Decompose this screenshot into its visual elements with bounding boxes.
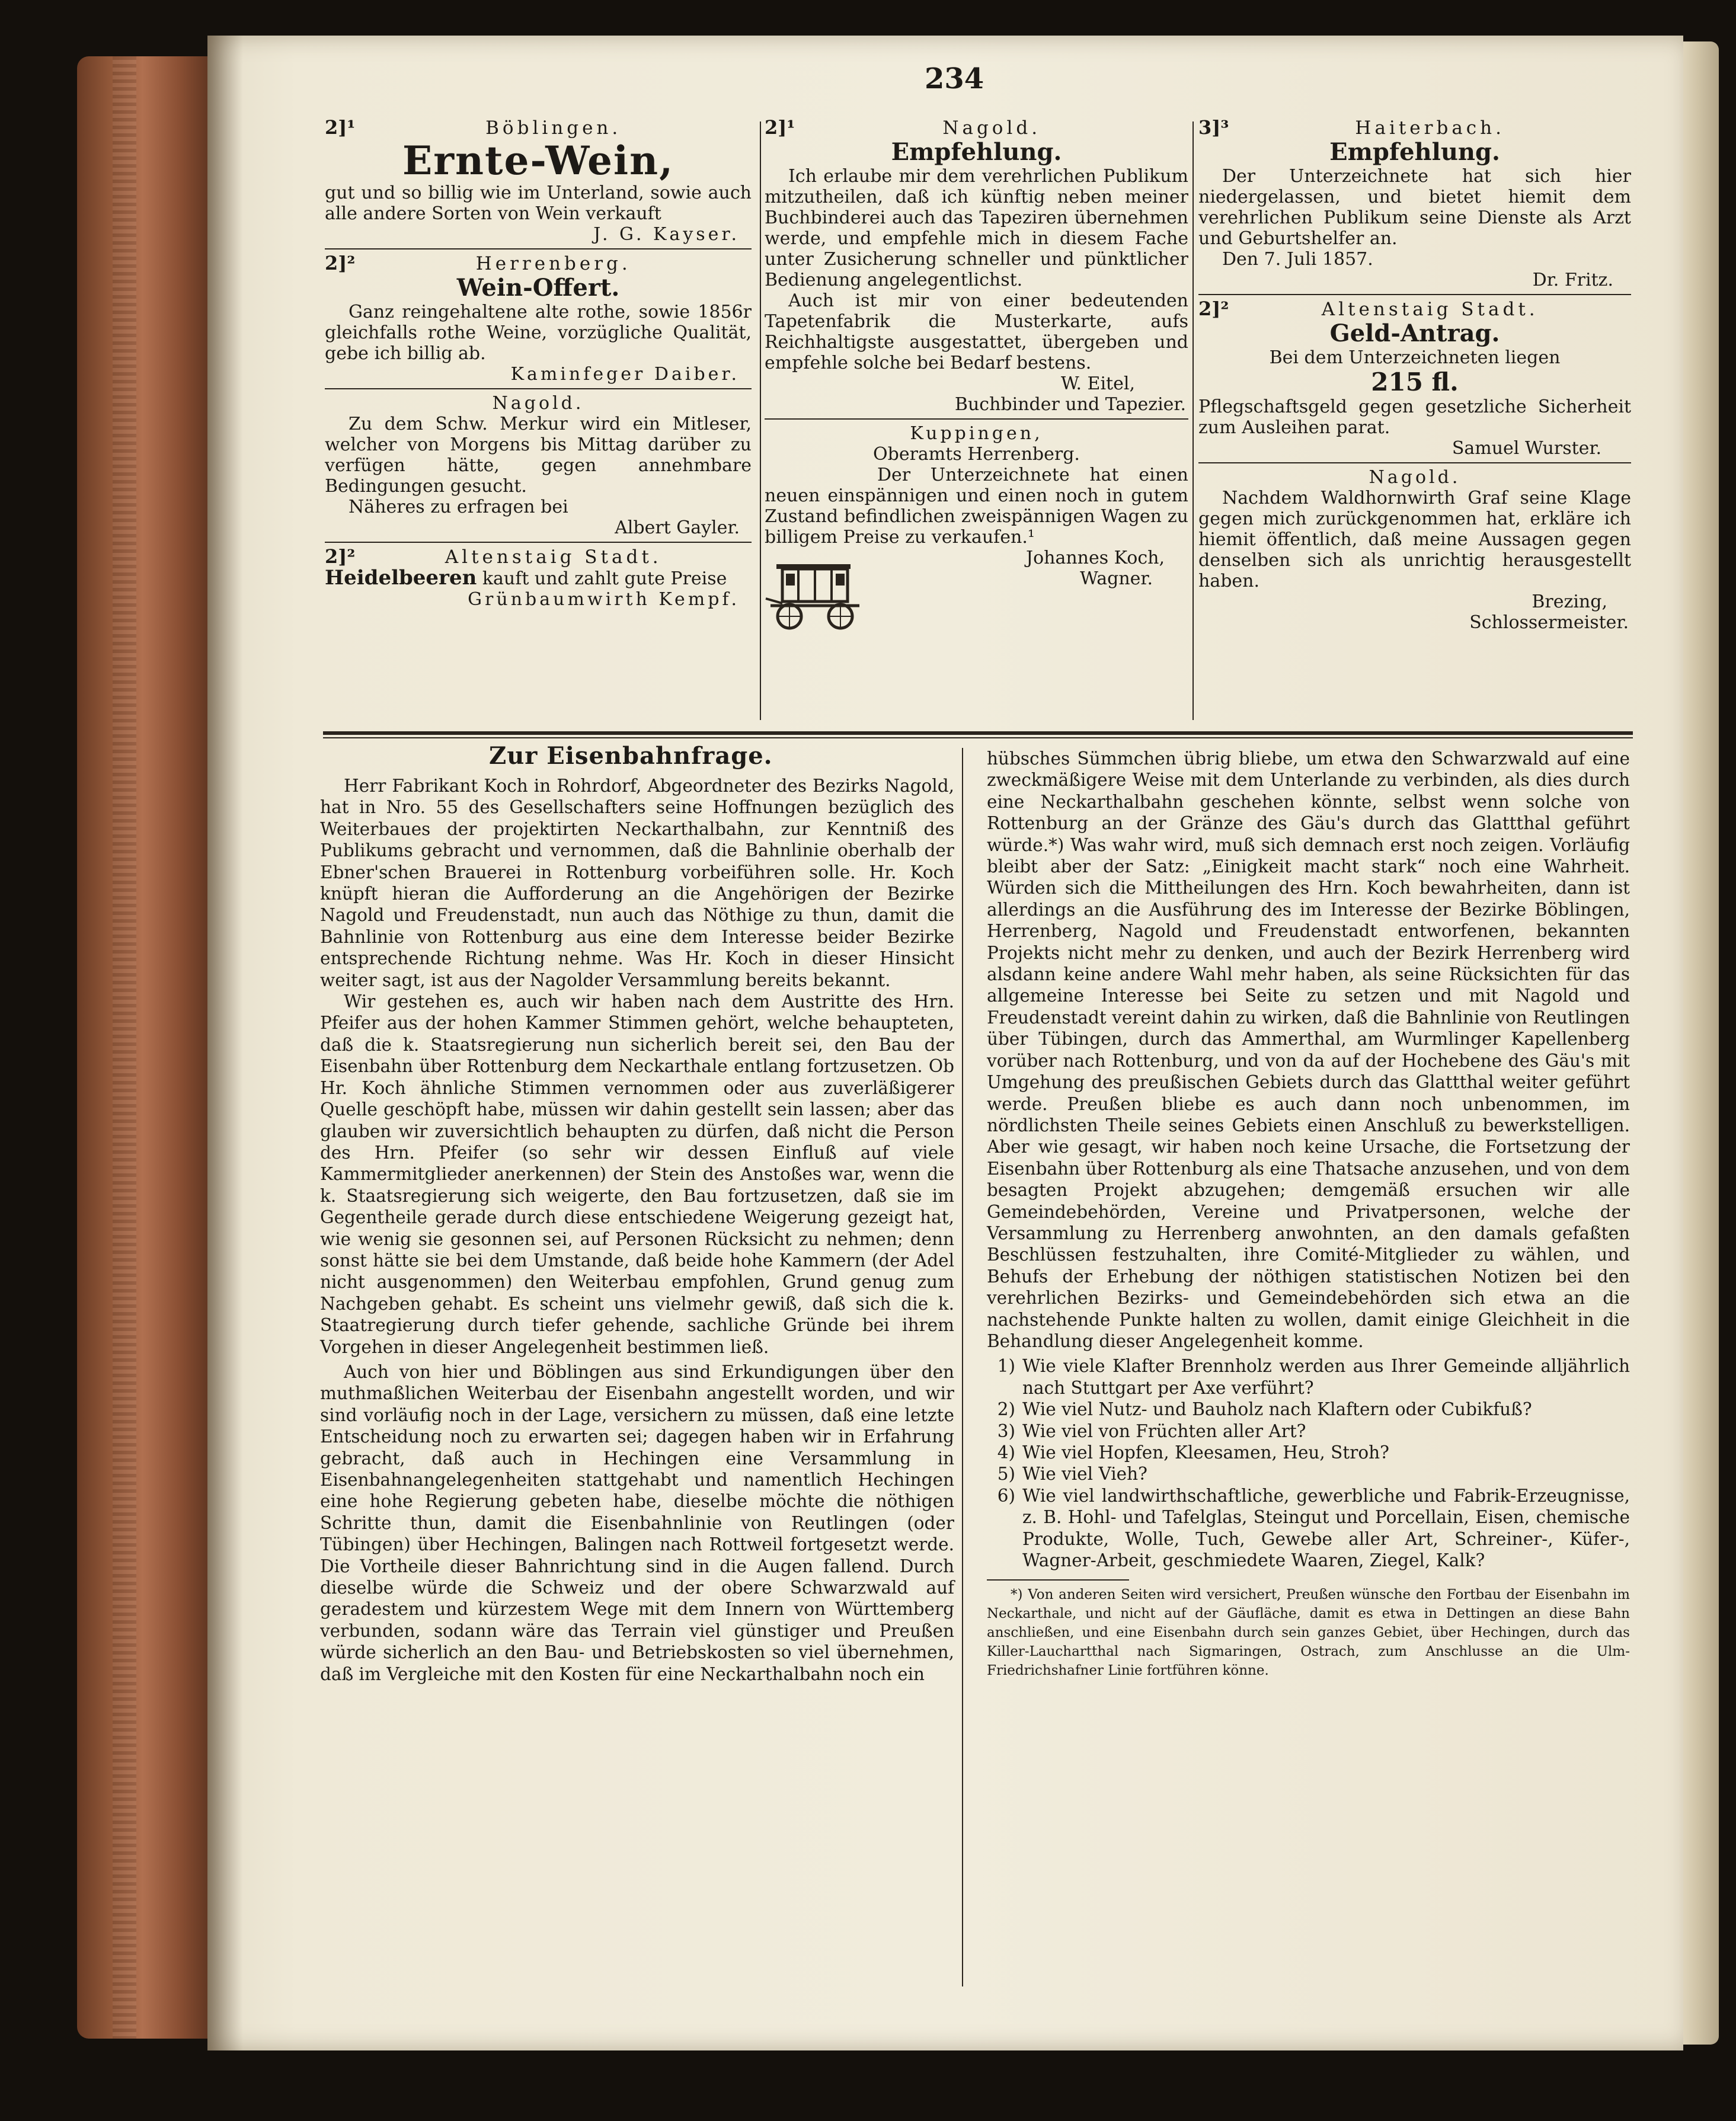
ad-tag: 2]² (1198, 297, 1229, 320)
ad-divider (1198, 462, 1631, 463)
article-title: Zur Eisenbahnfrage. (489, 742, 773, 770)
column-rule (760, 121, 761, 720)
list-item: 5) Wie viel Vieh? (997, 1464, 1147, 1485)
ad-text: Ich erlaube mir dem verehrlichen Publikum mitzutheilen, daß ich künftig neben meiner Buchbinderei auch das Tapeziren übernehmen werde, und empfehle mich in diesem Fache unter Zusicherung schneller und pünktlicher Bedienung angelegentlichst. (765, 166, 1188, 290)
ad-signature: Samuel Wurster. (1452, 438, 1601, 459)
ad-signature: Grünbaumwirth Kempf. (468, 589, 740, 610)
column-rule (1192, 121, 1194, 720)
ad-column-2 (765, 117, 1188, 589)
ad-tag: 2]² (325, 252, 356, 274)
page-number: 234 (925, 62, 984, 95)
ad-title: Wein-Offert. (456, 274, 620, 302)
ad-divider (1198, 294, 1631, 295)
ad-boeblingen (325, 117, 752, 245)
ad-text: kauft und zahlt gute Preise (482, 568, 727, 589)
article-paragraph: Herr Fabrikant Koch in Rohrdorf, Abgeordneter des Bezirks Nagold, hat in Nro. 55 des Gesellschafters seine Hoffnungen bezüglich des Weiterbaues der projektirten Neckarthalbahn, zur Kenntniß des Publikums gebracht und vernommen, daß die Bahnlinie oberhalb der Ebner'schen Brauerei in Rottenburg vorbeiführen solle. Hr. Koch knüpft hieran die Aufforderung an die Angehörigen der Bezirke Nagold und Freudenstadt, nun auch das Nöthige zu thun, damit die Bahnlinie von Rottenburg aus eine dem Interesse beider Bezirke entsprechende Richtung nehme. Was Hr. Koch in dieser Hinsicht weiter sagt, ist aus der Nagolder Versammlung bereits bekannt. (320, 776, 954, 990)
ad-text: Der Unterzeichnete hat sich hier niedergelassen, und bietet hiemit dem verehrlichen Publikum seine Dienste als Arzt und Geburtshelfer an. (1198, 166, 1631, 249)
ad-signature: Kaminfeger Daiber. (510, 364, 740, 385)
ad-place: Altenstaig Stadt. (1321, 299, 1539, 320)
ad-title: Empfehlung. (891, 138, 1062, 166)
ad-tag: 2]¹ (765, 116, 795, 139)
ad-signature: Brezing, (1532, 591, 1607, 612)
ad-text-2: Auch ist mir von einer bedeutenden Tapetenfabrik die Musterkarte, aufs Reichhaltigste ausgestattet, übergeben und empfehle solche bei Bedarf bestens. (765, 290, 1188, 373)
ad-signature-2: Wagner. (1080, 568, 1153, 589)
ad-nagold-empfehlung (765, 117, 1188, 415)
ad-signature: Johannes Koch, (1026, 548, 1165, 568)
ad-text: Der Unterzeichnete hat einen neuen einspännigen und einen noch in gutem Zustand befindlichen zweispännigen Wagen zu billigem Preise zu verkaufen.¹ (765, 465, 1188, 548)
ad-signature: W. Eitel, (1060, 373, 1135, 394)
ad-title: Empfehlung. (1329, 138, 1500, 166)
page-edge (1677, 41, 1719, 2045)
ad-title: Geld-Antrag. (1329, 319, 1500, 347)
spine-texture (113, 56, 136, 2039)
ad-place: Nagold. (492, 393, 584, 414)
list-item: 3) Wie viel von Früchten aller Art? (997, 1421, 1306, 1441)
footnote: *) Von anderen Seiten wird versichert, Preußen wünsche den Fortbau der Eisenbahn im Neckarthale, und nicht auf der Gäufläche, damit es etwa in Dettingen an diese Bahn anschließen, und eine Eisenbahn durch sein ganzes Gebiet, über Hechingen, durch das Killer-Lauchartthal nach Sigmaringen, Ostrach, zum Anschlusse an die Ulm-Friedrichshafner Linie fortführen könne. (987, 1587, 1630, 1679)
ad-place: Nagold. (942, 117, 1041, 139)
ad-date: Den 7. Juli 1857. (1222, 249, 1373, 270)
article-paragraph: hübsches Sümmchen übrig bliebe, um etwa den Schwarzwald auf eine zweckmäßigere Weise mit dem Unterlande zu verbinden, als dies durch eine Neckarthalbahn geschehen könnte, selbst wenn solche von Rottenburg an der Gränze des Gäu's durch das Glattthal geführt würde.*) Was wahr wird, muß sich demnach erst noch zeigen. Vorläufig bleibt aber der Satz: „Einigkeit macht stark“ noch eine Wahrheit. Würden sich die Mittheilungen des Hrn. Koch bewahrheiten, dann ist allerdings an die Ausführung des im Interesse der Bezirke Böblingen, Herrenberg, Nagold und Freudenstadt entworfenen, bekannten Projekts nicht mehr zu denken, und auch der Bezirk Herrenberg wird alsdann keine andere Wahl mehr haben, als seine Rücksichten für das allgemeine Interesse bei Seite zu setzen und mit Nagold und Freudenstadt vereint dahin zu wirken, daß die Bahnlinie von Reutlingen über Tübingen, durch das Ammerthal, am Wurmlinger Kapellenberg vorüber nach Rottenburg, und von da auf der Hochebene des Gäu's mit Umgehung des preußischen Gebiets durch das Glattthal weiter geführt werde. Preußen bliebe es auch dann noch unbenommen, im nördlichsten Theile seines Gebiets einen Anschluß zu bewerkstelligen. Aber wie gesagt, wir haben noch keine Ursache, die Fortsetzung der Eisenbahn über Rottenburg als eine Thatsache anzusehen, und von dem besagten Projekt abzugehen; demgemäß ersuchen wir alle Gemeindebehörden, Vereine und Privatpersonen, welche der Versammlung zu Herrenberg anwohnten, an den damals gefaßten Beschlüssen festzuhalten, ihre Comité-Mitglieder zu wählen, und Behufs der Erhebung der nöthigen statistischen Notizen bei den verehrlichen Bezirks- und Gemeindebehörden sich etwa an die nachstehende Punkte halten zu wollen, damit einige Gleichheit in die Behandlung dieser Angelegenheit komme. (987, 748, 1630, 1351)
ad-place: Herrenberg. (475, 253, 631, 274)
ad-signature-2: Buchbinder und Tapezier. (954, 394, 1186, 415)
ad-title: Heidelbeeren (325, 566, 477, 590)
ad-signature-2: Schlossermeister. (1469, 612, 1629, 633)
ad-place: Haiterbach. (1355, 117, 1505, 139)
ad-divider (765, 418, 1188, 420)
ad-altensteig-geld (1198, 299, 1631, 459)
ad-text-2: Näheres zu erfragen bei (349, 497, 568, 517)
list-item: 1) Wie viele Klafter Brennholz werden aus Ihrer Gemeinde alljährlich nach Stuttgart per Axe verführt? (997, 1356, 1630, 1398)
ad-divider (325, 542, 752, 543)
ad-title: Ernte-Wein, (402, 137, 674, 184)
wagon-illustration (765, 557, 865, 631)
ad-text: Bei dem Unterzeichneten liegen (1269, 347, 1561, 368)
ad-place-2: Oberamts Herrenberg. (873, 444, 1080, 465)
ad-amount: 215 fl. (1371, 367, 1459, 396)
list-item: 6) Wie viel landwirthschaftliche, gewerbliche und Fabrik-Erzeugnisse, z. B. Hohl- und Tafelglas, Steingut und Porcellain, Eisen, chemische Produkte, Wolle, Tuch, Gewebe aller Art, Schreiner-, Küfer-, Wagner-Arbeit, geschmiedete Waaren, Ziegel, Kalk? (997, 1485, 1630, 1571)
list-item: 2) Wie viel Nutz- und Bauholz nach Klaftern oder Cubikfuß? (997, 1399, 1532, 1420)
ad-text: Nachdem Waldhornwirth Graf seine Klage gegen mich zurückgenommen hat, erkläre ich hiemit öffentlich, daß meine Aussagen gegen denselben sich als unrichtig herausgestellt haben. (1198, 488, 1631, 591)
ad-place: Altenstaig Stadt. (445, 546, 662, 568)
ad-herrenberg (325, 253, 752, 385)
ad-text: Ganz reingehaltene alte rothe, sowie 1856r gleichfalls rothe Weine, vorzügliche Qualität, gebe ich billig ab. (325, 302, 752, 364)
ad-signature: Albert Gayler. (615, 517, 740, 538)
ad-column-3 (1198, 117, 1631, 633)
ad-place: Kuppingen, (910, 423, 1043, 444)
ad-signature: Dr. Fritz. (1532, 270, 1613, 290)
ad-text: Zu dem Schw. Merkur wird ein Mitleser, welcher von Morgens bis Mittag darüber zu verfügen hätte, gegen annehmbare Bedingungen gesucht. (325, 414, 752, 497)
ad-place: Nagold. (1369, 467, 1461, 488)
ad-signature: J. G. Kayser. (593, 224, 740, 245)
list-item: 4) Wie viel Hopfen, Kleesamen, Heu, Stroh? (997, 1442, 1389, 1463)
gutter-shadow (207, 36, 243, 2050)
ad-divider (325, 388, 752, 389)
ad-place: Böblingen. (485, 117, 622, 139)
ad-altensteig-heidelbeeren (325, 546, 752, 610)
question-list (987, 1355, 1630, 1571)
ad-tag: 2]² (325, 545, 356, 568)
article-paragraph: Wir gestehen es, auch wir haben nach dem Austritte des Hrn. Pfeifer aus der hohen Kammer Stimmen gehört, welche behaupteten, daß die k. Staatsregierung nun sicherlich bereit sei, den Bau der Eisenbahn über Rottenburg dem Neckarthale entlang fortzusetzen. Ob Hr. Koch ähnliche Stimmen vernommen oder aus zuverläßigerer Quelle geschöpft habe, müssen wir dahin gestellt sein lassen; aber das glauben wir zuversichtlich behaupten zu dürfen, daß nicht die Person des Hrn. Pfeifer (so sehr wir dessen Einfluß auf viele Kammermitglieder anerkennen) der Stein des Anstoßes war, wenn die k. Staatsregierung sich weigerte, den Bau fortzusetzen, daß sie im Gegentheile gerade durch diese entschiedene Weigerung gezeigt hat, wie wenig sie gesonnen sei, auf Personen Rücksicht zu nehmen; denn sonst hätte sie bei dem Umstande, daß beide hohe Kammern (der Adel nicht ausgenommen) den Weiterbau empfohlen, Grund genug zum Nachgeben gehabt. Es scheint uns vielmehr gewiß, daß sich die k. Staatregierung durch tiefer gehende, sachliche Gründe bei ihrem Vorgehen in dieser Angelegenheit bestimmen ließ. (320, 991, 954, 1357)
ad-tag: 3]³ (1198, 116, 1229, 139)
article-column-right (987, 748, 1630, 1680)
ad-haiterbach (1198, 117, 1631, 290)
article-paragraph: Auch von hier und Böblingen aus sind Erkundigungen über den muthmaßlichen Weiterbau der Eisenbahn angestellt worden, und wir sind vorläufig noch in der Lage, versichern zu müssen, daß eine letzte Entscheidung noch zu erwarten sei; dagegen haben wir in Erfahrung gebracht, daß auch in Hechingen eine Versammlung in Eisenbahnangelegenheiten stattgehabt und namentlich Hechingen eine hohe Regierung gebeten habe, dieselbe möchte die nöthigen Schritte thun, damit die Eisenbahnlinie von Reutlingen (oder Tübingen) über Hechingen, Balingen nach Rottweil fortgesetzt werde. Die Vortheile dieser Bahnrichtung sind in die Augen fallend. Durch dieselbe würde die Schweiz und der obere Schwarzwald auf geradestem und kürzestem Wege mit dem Innern von Württemberg verbunden, sodann wäre das Terrain viel günstiger und Preußen würde sicherlich an den Bau- und Betriebskosten so viel übernehmen, daß im Vergleiche mit den Kosten für eine Neckarthalbahn noch ein (320, 1361, 954, 1684)
ad-column-1 (325, 117, 752, 610)
article-column-left (320, 775, 954, 1685)
article-column-rule (962, 748, 963, 1986)
section-separator-thin (323, 737, 1633, 738)
section-separator (323, 731, 1633, 735)
ad-nagold-mitleser (325, 393, 752, 538)
ad-divider (325, 248, 752, 249)
ad-tag: 2]¹ (325, 116, 356, 139)
footnote-rule (987, 1579, 1129, 1581)
ad-nagold-klage (1198, 467, 1631, 633)
book-spine (77, 56, 213, 2039)
ad-text: gut und so billig wie im Unterland, sowie auch alle andere Sorten von Wein verkauft (325, 183, 752, 224)
ad-text-2: Pflegschaftsgeld gegen gesetzliche Sicherheit zum Ausleihen parat. (1198, 396, 1631, 438)
